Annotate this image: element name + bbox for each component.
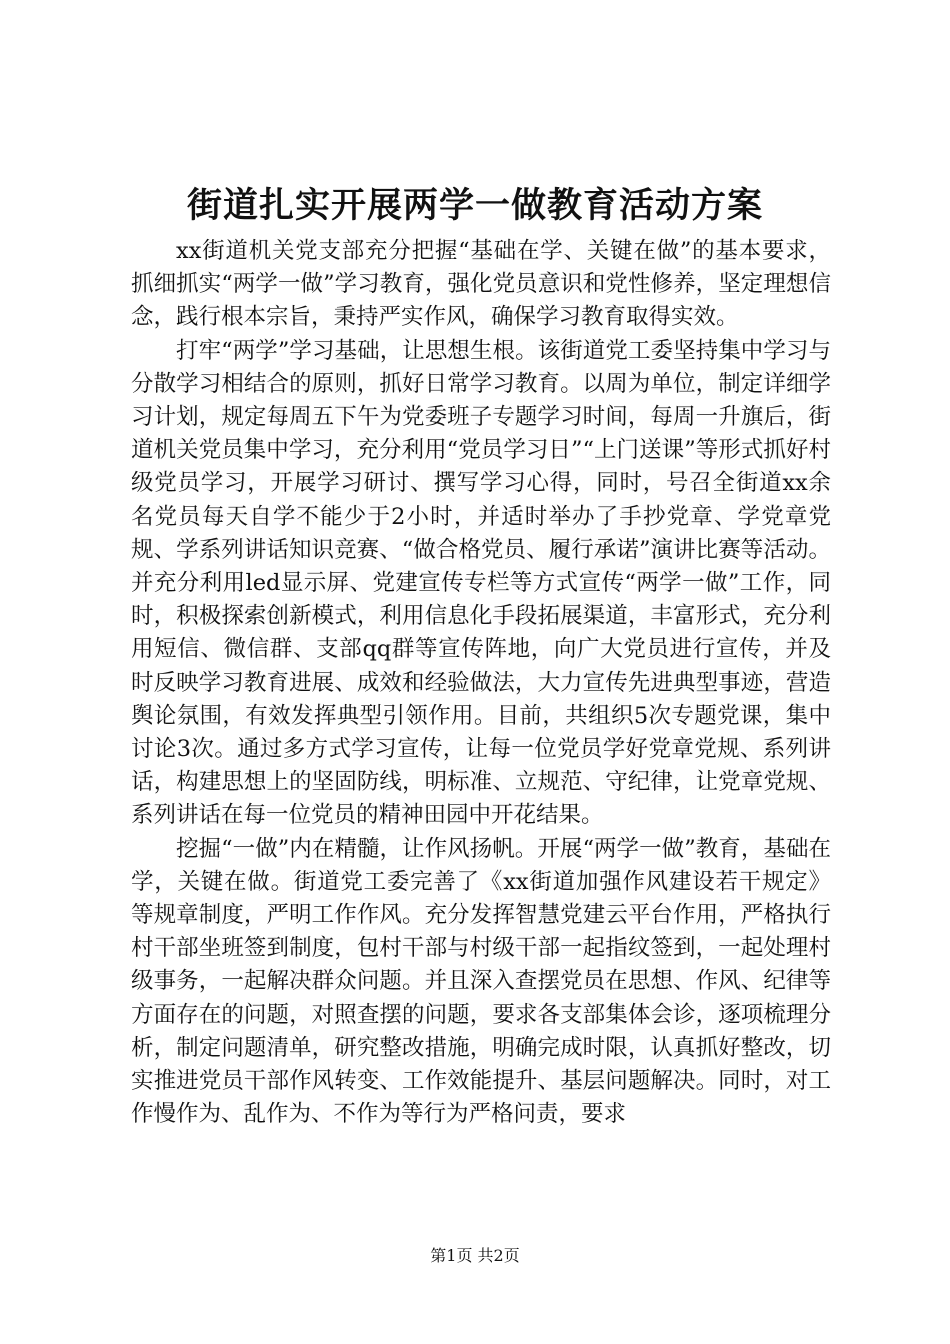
paragraph-work-style: 挖掘“一做”内在精髓，让作风扬帆。开展“两学一做”教育，基础在学，关键在做。街道党工委完善了《xx街道加强作风建设若干规定》等规章制度，严明工作作风。充分发挥智慧党建云平台作用，严格执行村干部坐班签到制度，包村干部与村级干部一起指纹签到，一起处理村级事务，一起解决群众问题。并且深入查摆党员在思想、作风、纪律等方面存在的问题，对照查摆的问题，要求各支部集体会诊，逐项梳理分析，制定问题清单，研究整改措施，明确完成时限，认真抓好整改，切实推进党员干部作风转变、工作效能提升、基层问题解决。同时，对工作慢作为、乱作为、不作为等行为严格问责，要求 [131, 835, 831, 1128]
paragraph-intro: xx街道机关党支部充分把握“基础在学、关键在做”的基本要求，抓细抓实“两学一做”学习教育，强化党员意识和党性修养，坚定理想信念，践行根本宗旨，秉持严实作风，确保学习教育取得实效。 [131, 238, 831, 331]
document-body [131, 235, 831, 1131]
document-title: 街道扎实开展两学一做教育活动方案 [186, 186, 763, 226]
paragraph-study-foundation: 打牢“两学”学习基础，让思想生根。该街道党工委坚持集中学习与分散学习相结合的原则，抓好日常学习教育。以周为单位，制定详细学习计划，规定每周五下午为党委班子专题学习时间，每周一升旗后，街道机关党员集中学习，充分利用“党员学习日”“上门送课”等形式抓好村级党员学习，开展学习研讨、撰写学习心得，同时，号召全街道xx余名党员每天自学不能少于2小时，并适时举办了手抄党章、学党章党规、学系列讲话知识竞赛、“做合格党员、履行承诺”演讲比赛等活动。并充分利用led显示屏、党建宣传专栏等方式宣传“两学一做”工作，同时，积极探索创新模式，利用信息化手段拓展渠道，丰富形式，充分利用短信、微信群、支部qq群等宣传阵地，向广大党员进行宣传，并及时反映学习教育进展、成效和经验做法，大力宣传先进典型事迹，营造舆论氛围，有效发挥典型引领作用。目前，共组织5次专题党课，集中讨论3次。通过多方式学习宣传，让每一位党员学好党章党规、系列讲话，构建思想上的坚固防线，明标准、立规范、守纪律，让党章党规、系列讲话在每一位党员的精神田园中开花结果。 [131, 337, 831, 829]
page-number-footer: 第1页 共2页 [430, 1246, 520, 1265]
